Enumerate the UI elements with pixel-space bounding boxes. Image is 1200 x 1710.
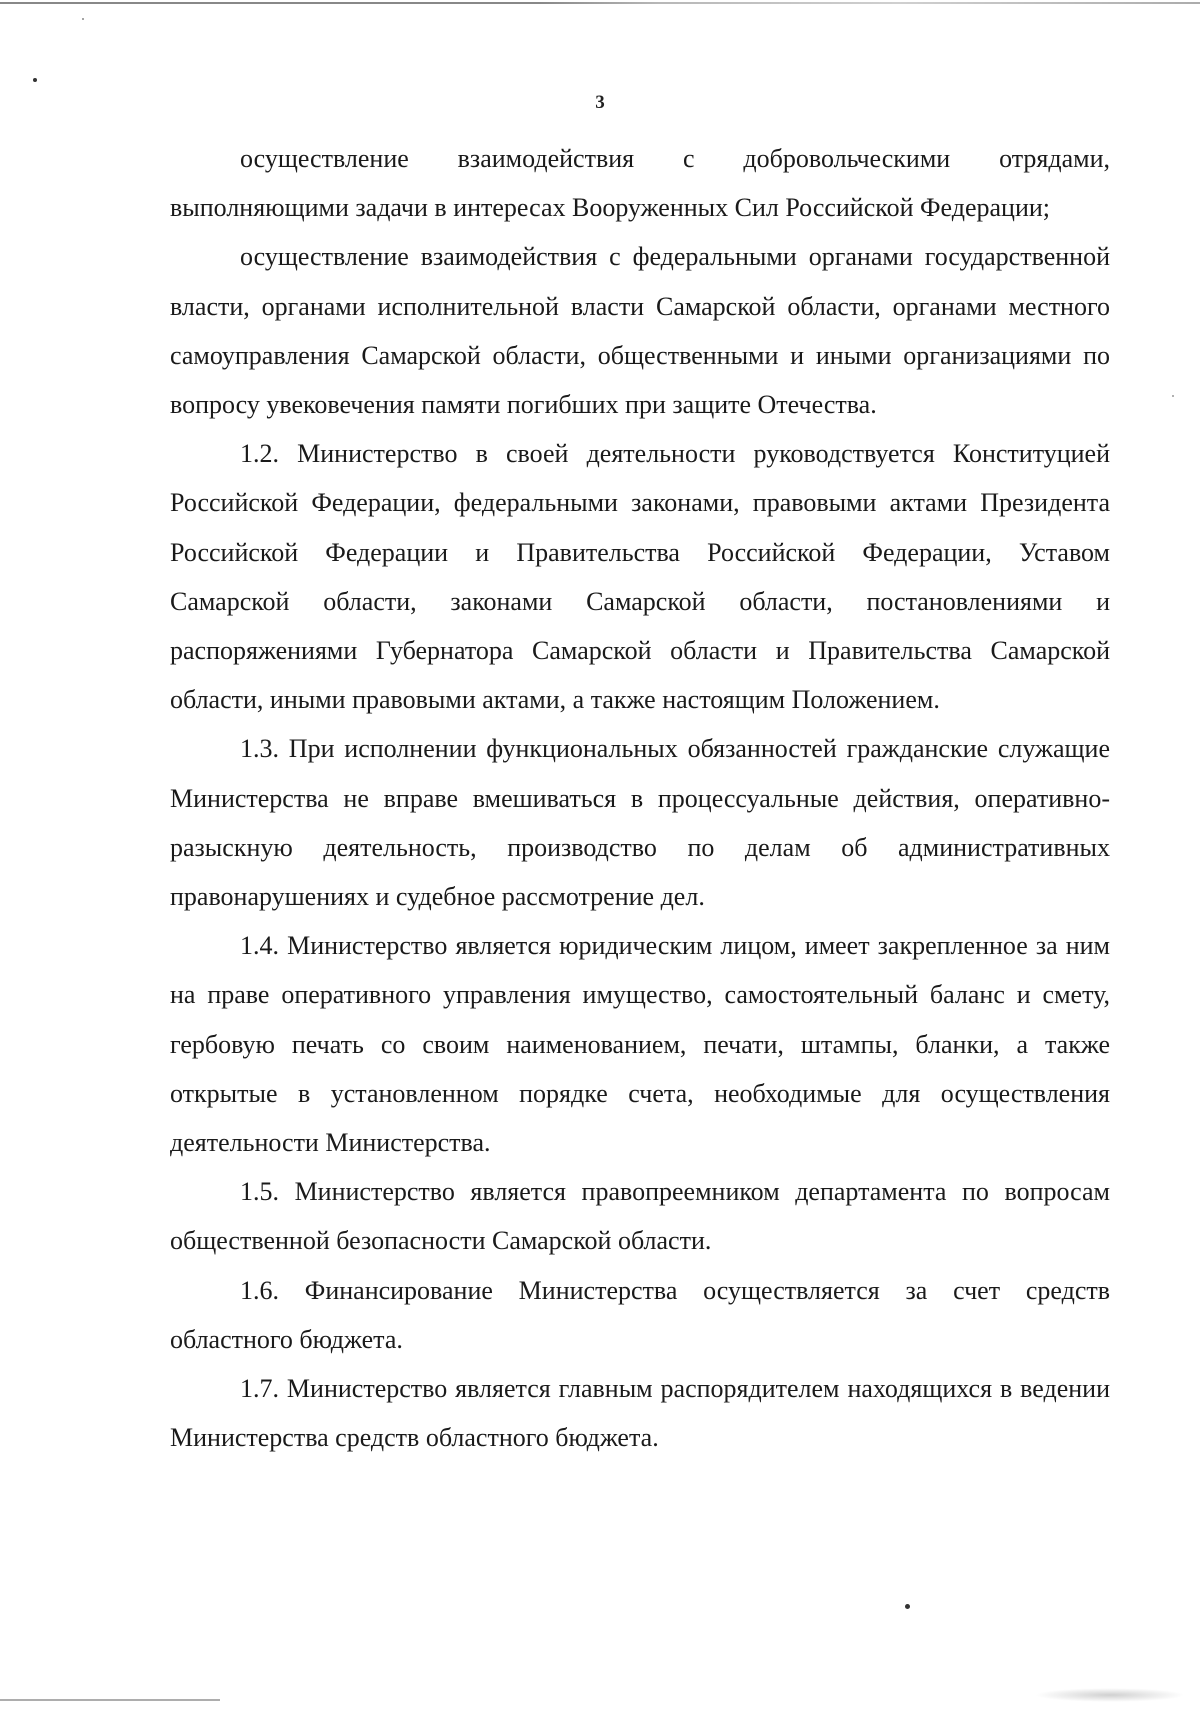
paragraph-1-2: 1.2. Министерство в своей деятельности руководствуется Конституцией Российской Федерации, федеральными законами, правовыми актами Президента Российской Федерации и Правительства Российской Федерации, Уставом Самарской области, законами Самарской области, постановлениями и распоряжениями Губернатора Самарской области и Правительства Самарской области, иными правовыми актами, а также настоящим Положением. bbox=[170, 439, 1110, 715]
paragraph-1-6: 1.6. Финансирование Министерства осуществляется за счет средств областного бюджета. bbox=[170, 1275, 1110, 1354]
document-body bbox=[170, 134, 1110, 1462]
paragraph-volunteer-interaction: осуществление взаимодействия с добровольческими отрядами, выполняющими задачи в интересах Вооруженных Сил Российской Федерации; bbox=[170, 144, 1110, 223]
paragraph-1-7: 1.7. Министерство является главным распорядителем находящихся в ведении Министерства средств областного бюджета. bbox=[170, 1374, 1110, 1453]
scan-edge-top bbox=[0, 2, 1200, 4]
scan-speck bbox=[82, 18, 84, 20]
paragraph-1-5: 1.5. Министерство является правопреемником департамента по вопросам общественной безопасности Самарской области. bbox=[170, 1177, 1110, 1256]
scan-speck bbox=[33, 78, 37, 82]
scan-smudge bbox=[1035, 1688, 1185, 1702]
paragraph-1-4: 1.4. Министерство является юридическим лицом, имеет закрепленное за ним на праве оперативного управления имущество, самостоятельный баланс и смету, гербовую печать со своим наименованием, печати, штампы, бланки, а также открытые в установленном порядке счета, необходимые для осуществления деятельности Министерства. bbox=[170, 931, 1110, 1158]
page-number: 3 bbox=[595, 92, 605, 113]
paragraph-1-3: 1.3. При исполнении функциональных обязанностей гражданские служащие Министерства не вправе вмешиваться в процессуальные действия, оперативно-разыскную деятельность, производство по делам об административных правонарушениях и судебное рассмотрение дел. bbox=[170, 734, 1110, 912]
scan-speck bbox=[1172, 395, 1174, 397]
scan-edge-bottom bbox=[0, 1699, 220, 1701]
paragraph-federal-interaction: осуществление взаимодействия с федеральными органами государственной власти, органами исполнительной власти Самарской области, органами местного самоуправления Самарской области, общественными и иными организациями по вопросу увековечения памяти погибших при защите Отечества. bbox=[170, 242, 1110, 420]
scan-speck bbox=[905, 1604, 910, 1609]
